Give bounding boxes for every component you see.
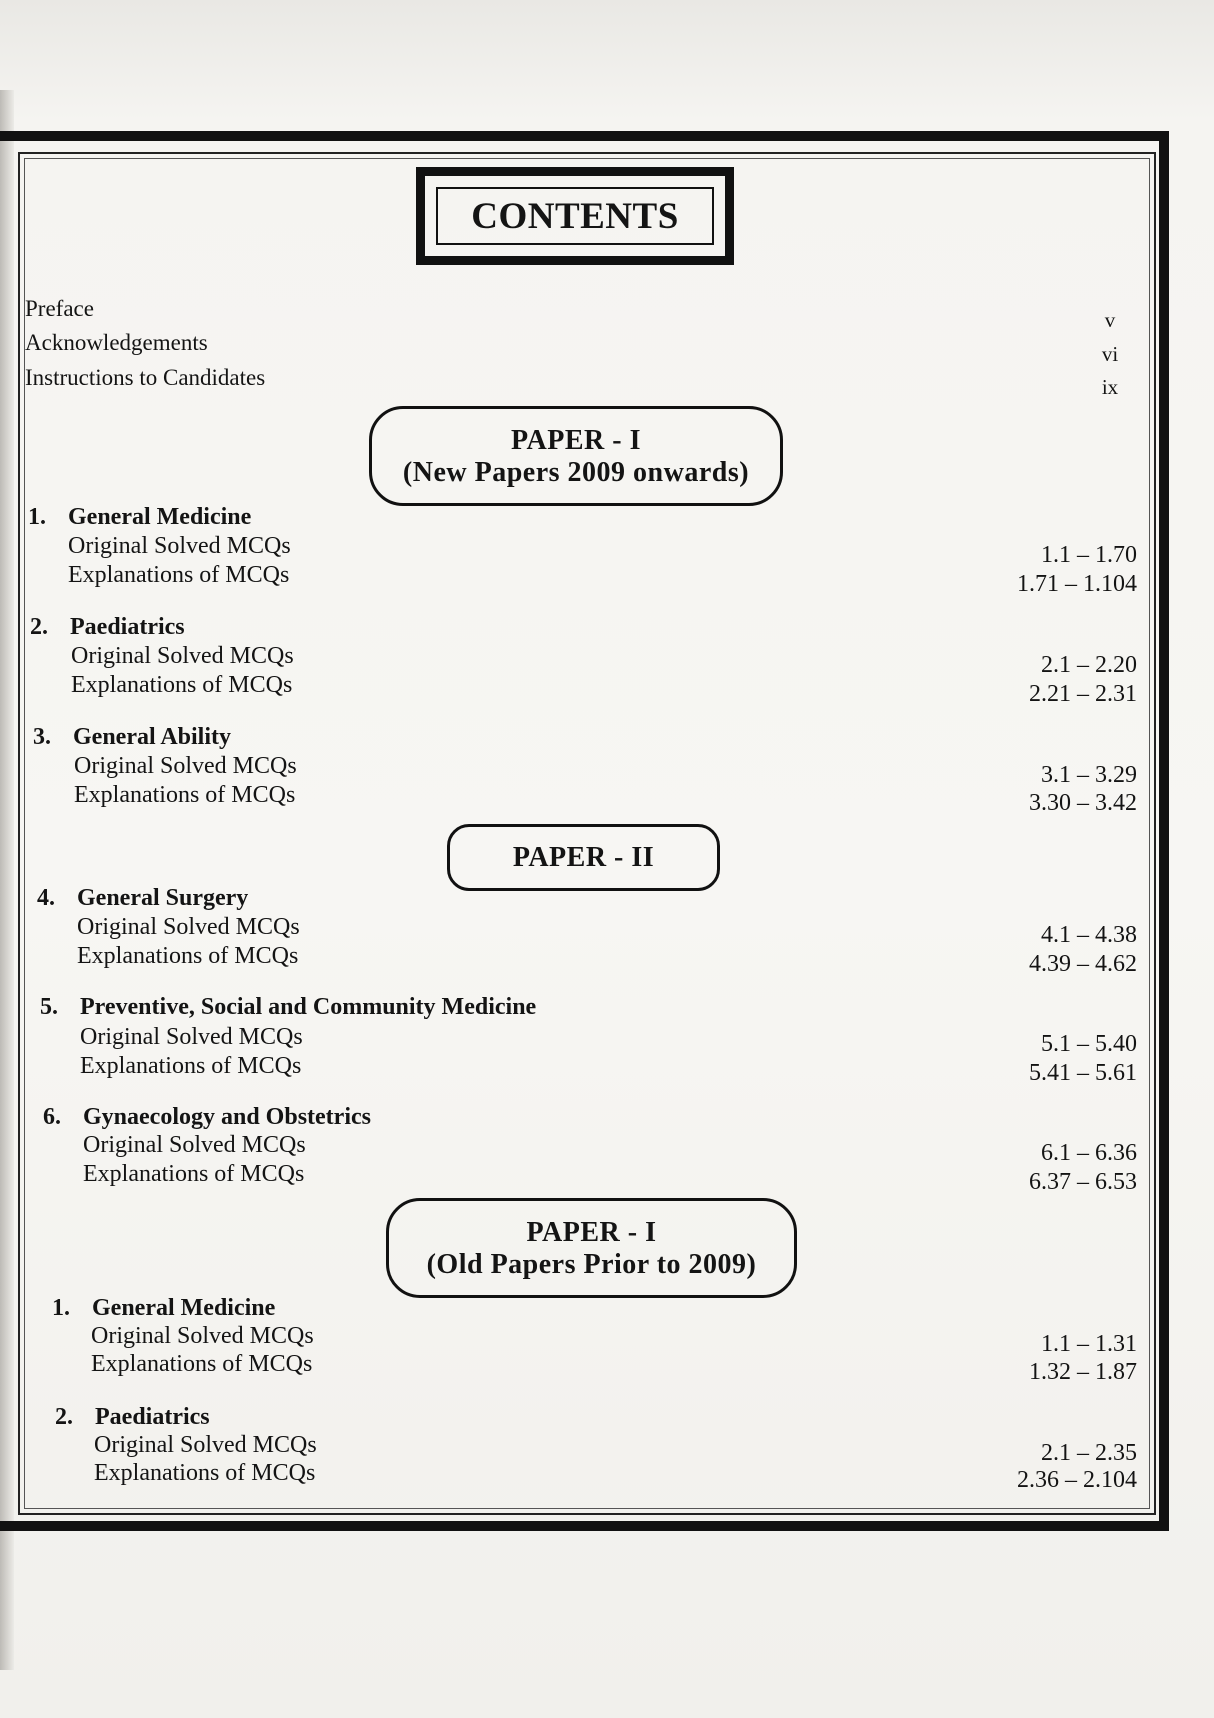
entry-label: Explanations of MCQs xyxy=(94,1460,316,1486)
entry-range: 3.1 – 3.29 xyxy=(1041,762,1137,788)
front-matter-label: Acknowledgements xyxy=(25,330,208,355)
chapter-name: General Surgery xyxy=(77,885,249,911)
section-banner-paper-1-new xyxy=(369,406,783,506)
entry-range: 1.71 – 1.104 xyxy=(1017,571,1137,597)
section-subheading: (Old Papers Prior to 2009) xyxy=(426,1249,757,1280)
entry-label: Explanations of MCQs xyxy=(68,562,290,588)
chapter-title xyxy=(37,885,248,912)
section-heading: PAPER - I xyxy=(511,425,641,456)
entry-label: Original Solved MCQs xyxy=(68,533,291,559)
section-heading: PAPER - II xyxy=(512,842,655,873)
chapter-number: 2. xyxy=(30,614,48,640)
entry-range: 4.39 – 4.62 xyxy=(1029,951,1137,977)
entry-range: 2.1 – 2.20 xyxy=(1041,652,1137,678)
chapter-name: Gynaecology and Obstetrics xyxy=(83,1104,371,1130)
chapter-title xyxy=(30,614,185,641)
chapter-name: General Ability xyxy=(73,724,231,750)
front-matter-page: ix xyxy=(1101,375,1119,399)
section-banner-paper-1-old xyxy=(386,1198,797,1298)
entry-range: 2.21 – 2.31 xyxy=(1029,681,1137,707)
section-subheading: (New Papers 2009 onwards) xyxy=(402,457,750,488)
entry-range: 1.1 – 1.31 xyxy=(1041,1331,1137,1357)
chapter-title xyxy=(28,504,251,531)
chapter-name: Paediatrics xyxy=(70,614,185,640)
chapter-title xyxy=(52,1295,275,1322)
entry-range: 6.37 – 6.53 xyxy=(1029,1169,1137,1195)
entry-label: Explanations of MCQs xyxy=(91,1351,313,1377)
entry-label: Explanations of MCQs xyxy=(71,672,293,698)
entry-label: Explanations of MCQs xyxy=(74,782,296,808)
front-matter-label: Instructions to Candidates xyxy=(25,365,266,390)
chapter-name: Preventive, Social and Community Medicine xyxy=(80,994,537,1020)
chapter-number: 3. xyxy=(33,724,51,750)
chapter-title xyxy=(43,1104,371,1131)
contents-title-box xyxy=(416,167,734,265)
entry-label: Original Solved MCQs xyxy=(77,914,300,940)
section-heading: PAPER - I xyxy=(526,1217,657,1248)
entry-range: 5.1 – 5.40 xyxy=(1041,1031,1137,1057)
chapter-number: 4. xyxy=(37,885,55,911)
chapter-title xyxy=(55,1404,210,1431)
entry-label: Explanations of MCQs xyxy=(77,943,299,969)
front-matter-label: Preface xyxy=(25,296,94,321)
entry-label: Explanations of MCQs xyxy=(83,1161,305,1187)
entry-label: Original Solved MCQs xyxy=(94,1432,317,1458)
entry-label: Original Solved MCQs xyxy=(80,1024,303,1050)
chapter-name: Paediatrics xyxy=(95,1404,210,1430)
entry-label: Explanations of MCQs xyxy=(80,1053,302,1079)
entry-range: 2.36 – 2.104 xyxy=(1017,1467,1137,1493)
page-title: CONTENTS xyxy=(436,187,714,245)
entry-range: 4.1 – 4.38 xyxy=(1041,922,1137,948)
chapter-number: 6. xyxy=(43,1104,61,1130)
chapter-name: General Medicine xyxy=(68,504,252,530)
front-matter-page: vi xyxy=(1101,342,1119,366)
entry-label: Original Solved MCQs xyxy=(74,753,297,779)
chapter-number: 5. xyxy=(40,994,58,1020)
chapter-title xyxy=(40,994,536,1021)
entry-label: Original Solved MCQs xyxy=(83,1132,306,1158)
section-banner-paper-2 xyxy=(447,824,720,891)
entry-range: 1.1 – 1.70 xyxy=(1041,542,1137,568)
entry-range: 1.32 – 1.87 xyxy=(1029,1359,1137,1385)
chapter-title xyxy=(33,724,231,751)
chapter-name: General Medicine xyxy=(92,1295,276,1321)
chapter-number: 1. xyxy=(52,1295,70,1321)
entry-label: Original Solved MCQs xyxy=(91,1323,314,1349)
entry-range: 3.30 – 3.42 xyxy=(1029,790,1137,816)
entry-range: 6.1 – 6.36 xyxy=(1041,1140,1137,1166)
front-matter-page: v xyxy=(1104,308,1116,332)
chapter-number: 1. xyxy=(28,504,46,530)
entry-range: 5.41 – 5.61 xyxy=(1029,1060,1137,1086)
entry-range: 2.1 – 2.35 xyxy=(1041,1440,1137,1466)
entry-label: Original Solved MCQs xyxy=(71,643,294,669)
chapter-number: 2. xyxy=(55,1404,73,1430)
